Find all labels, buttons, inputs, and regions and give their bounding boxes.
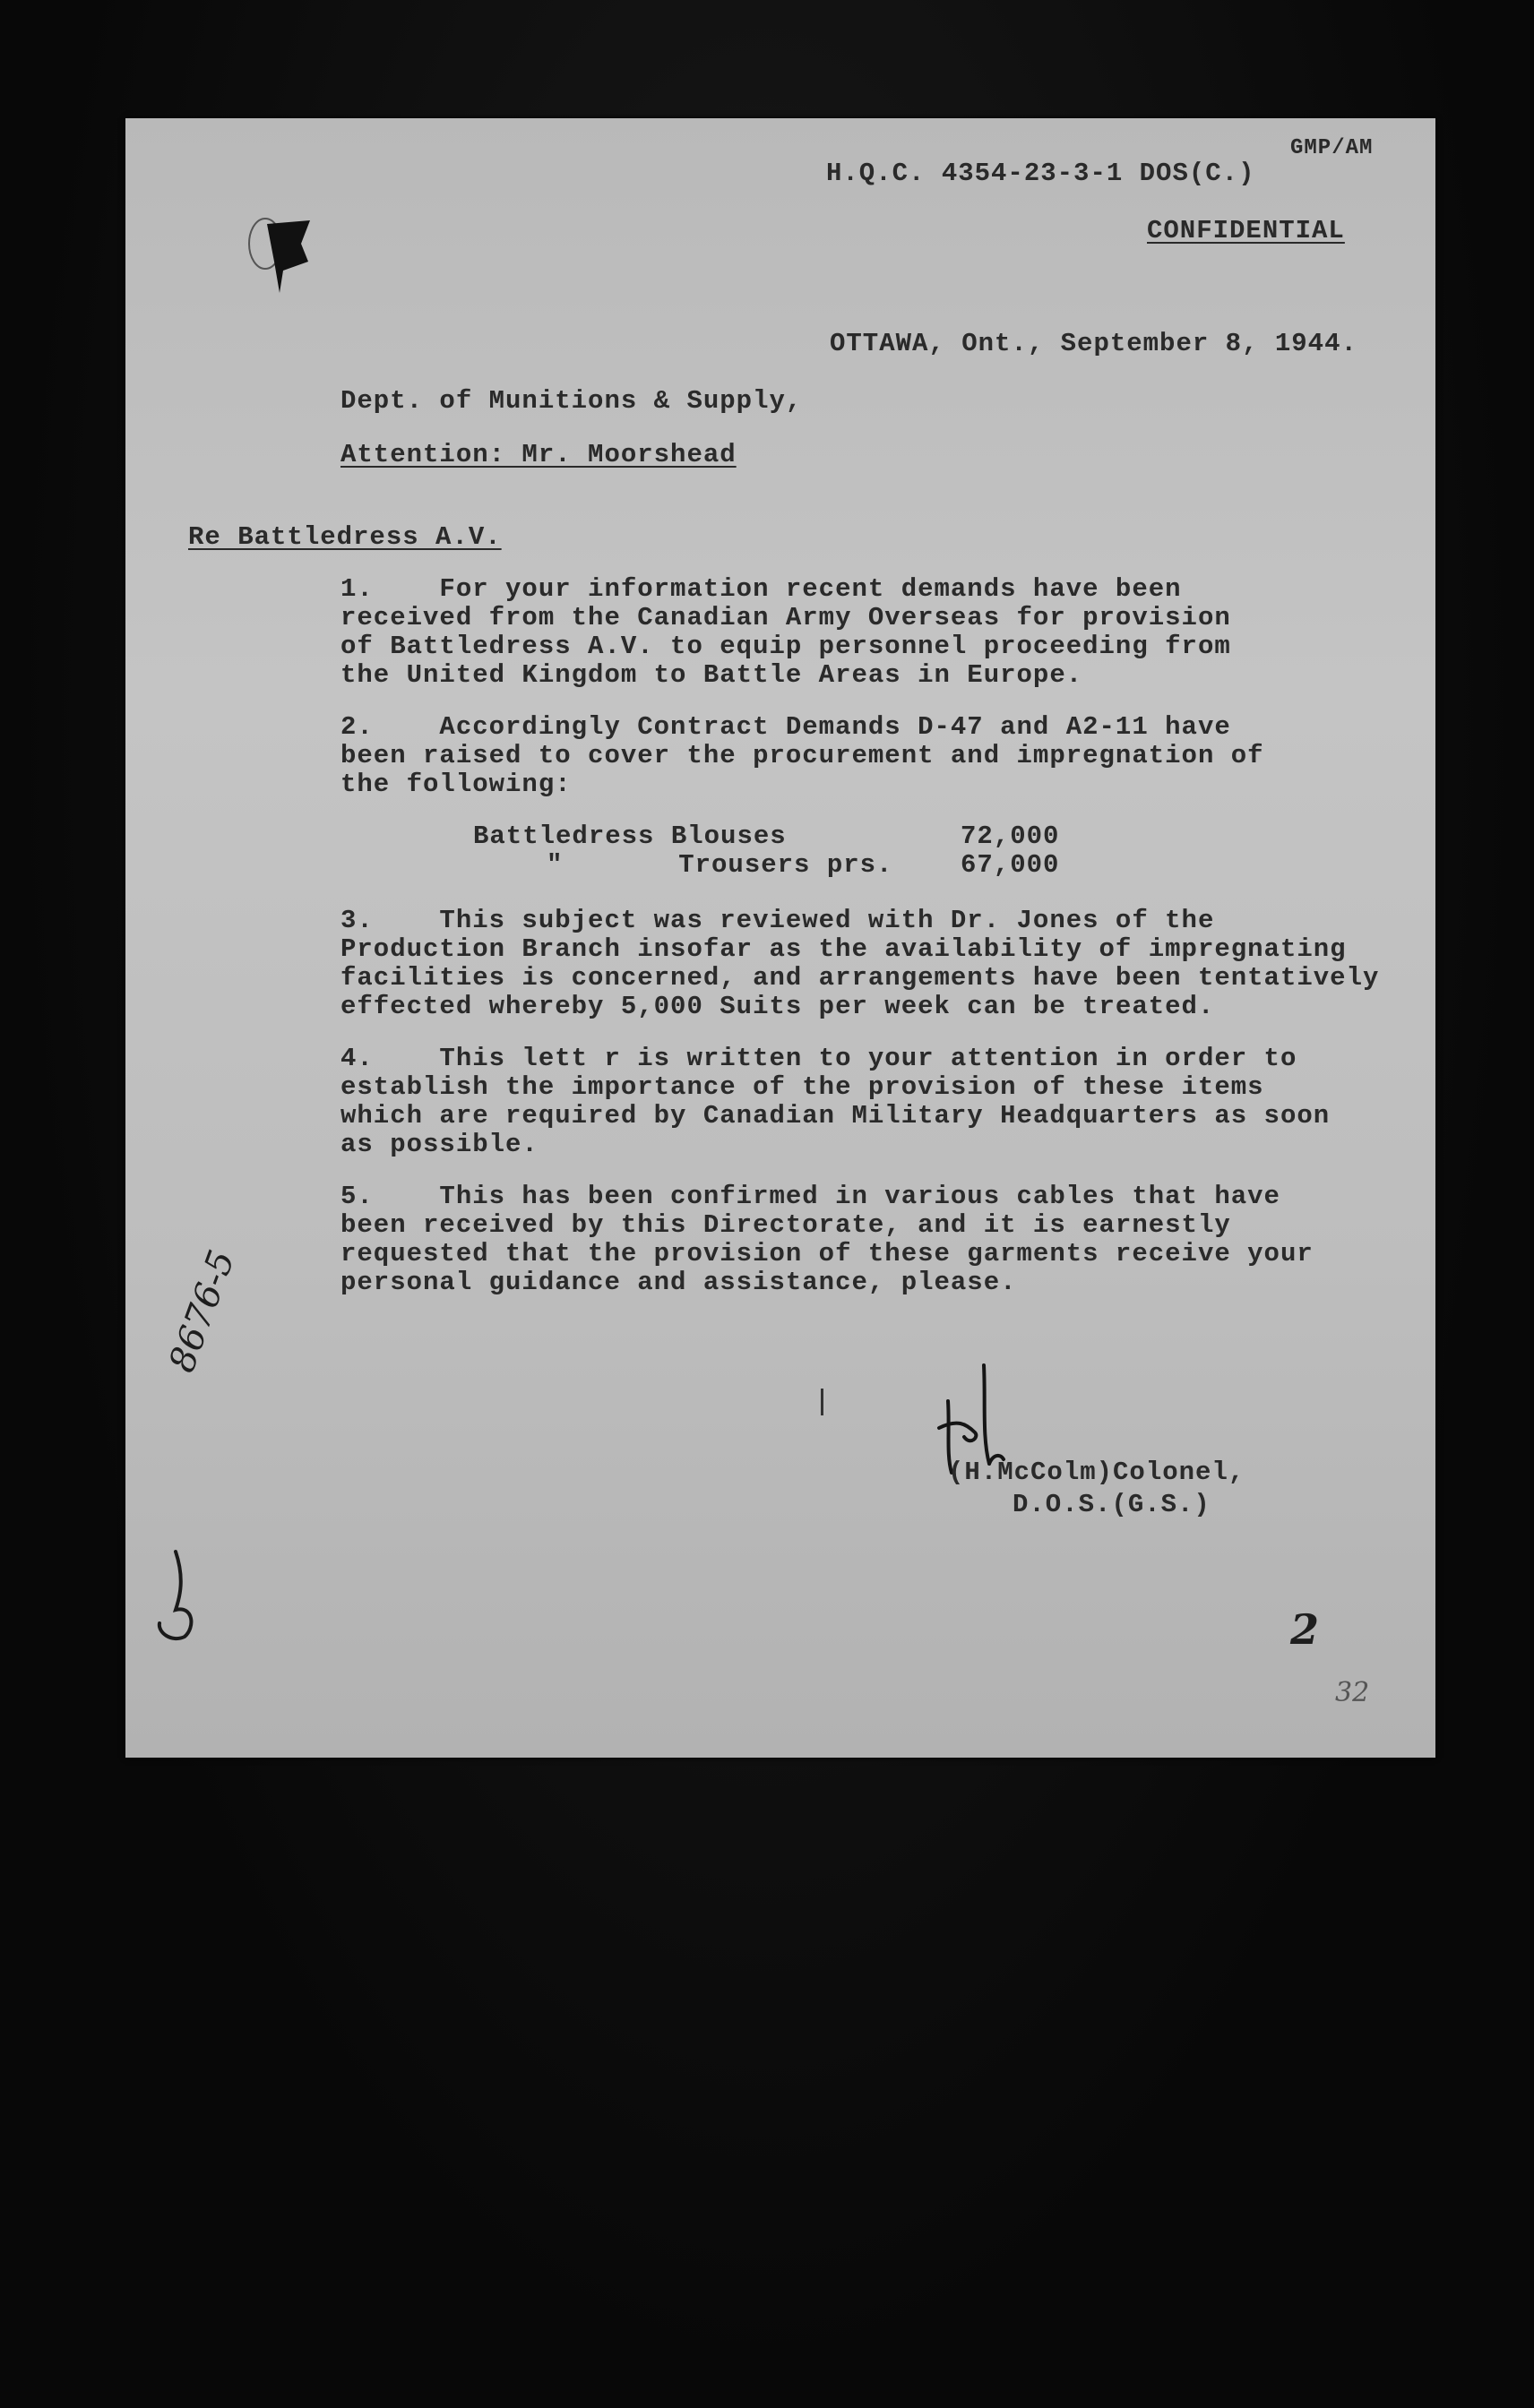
item-name: Battledress Blouses (473, 821, 787, 851)
paragraph-1: 1. For your information recent demands have been received from the Canadian Army Overseas for provision of Battledress A.V. to equip personnel proceeding from the United Kingdom to Battle Areas in Europe. (340, 574, 1231, 690)
attention-line: Attention: Mr. Moorshead (340, 440, 737, 469)
place-and-date: OTTAWA, Ont., September 8, 1944. (830, 329, 1357, 358)
handwritten-page-number: 2 (1290, 1605, 1320, 1654)
paragraph-4: 4. This lett r is written to your attention in order to establish the importance of the provision of these items which are required by Canadian Military Headquarters as soon as possible. (340, 1044, 1331, 1159)
classification-stamp: CONFIDENTIAL (1147, 216, 1345, 245)
stray-mark (821, 1389, 823, 1415)
document-page (125, 118, 1435, 1758)
paragraph-2: 2. Accordingly Contract Demands D-47 and A2-11 have been raised to cover the procurement and impregnation of the following: (340, 712, 1264, 799)
item-quantity: 67,000 (961, 850, 1060, 880)
paragraph-3: 3. This subject was reviewed with Dr. Jones of the Production Branch insofar as the availability of impregnating facilities is concerned, and arrangements have been tentatively effected whereby 5,000 Suits per week can be treated. (340, 906, 1380, 1021)
file-reference: H.Q.C. 4354-23-3-1 DOS(C.) (826, 159, 1255, 188)
handwritten-file-number: 8676-5 (161, 1244, 244, 1378)
signatory-title: D.O.S.(G.S.) (1013, 1490, 1211, 1519)
signatory-name: (H.McColm)Colonel, (948, 1458, 1245, 1487)
ink-stain (247, 208, 328, 306)
handwritten-corner-number: 32 (1335, 1677, 1370, 1708)
corner-initials: GMP/AM (1290, 136, 1374, 160)
subject-line: Re Battledress A.V. (188, 522, 502, 552)
handwritten-mark (149, 1543, 203, 1650)
item-name: " Trousers prs. (547, 850, 893, 880)
addressee: Dept. of Munitions & Supply, (340, 386, 803, 416)
paragraph-5: 5. This has been confirmed in various cables that have been received by this Directorate, and it is earnestly requested that the provision of these garments receive your personal guidance and assistance, please. (340, 1182, 1314, 1297)
item-quantity: 72,000 (961, 821, 1060, 851)
